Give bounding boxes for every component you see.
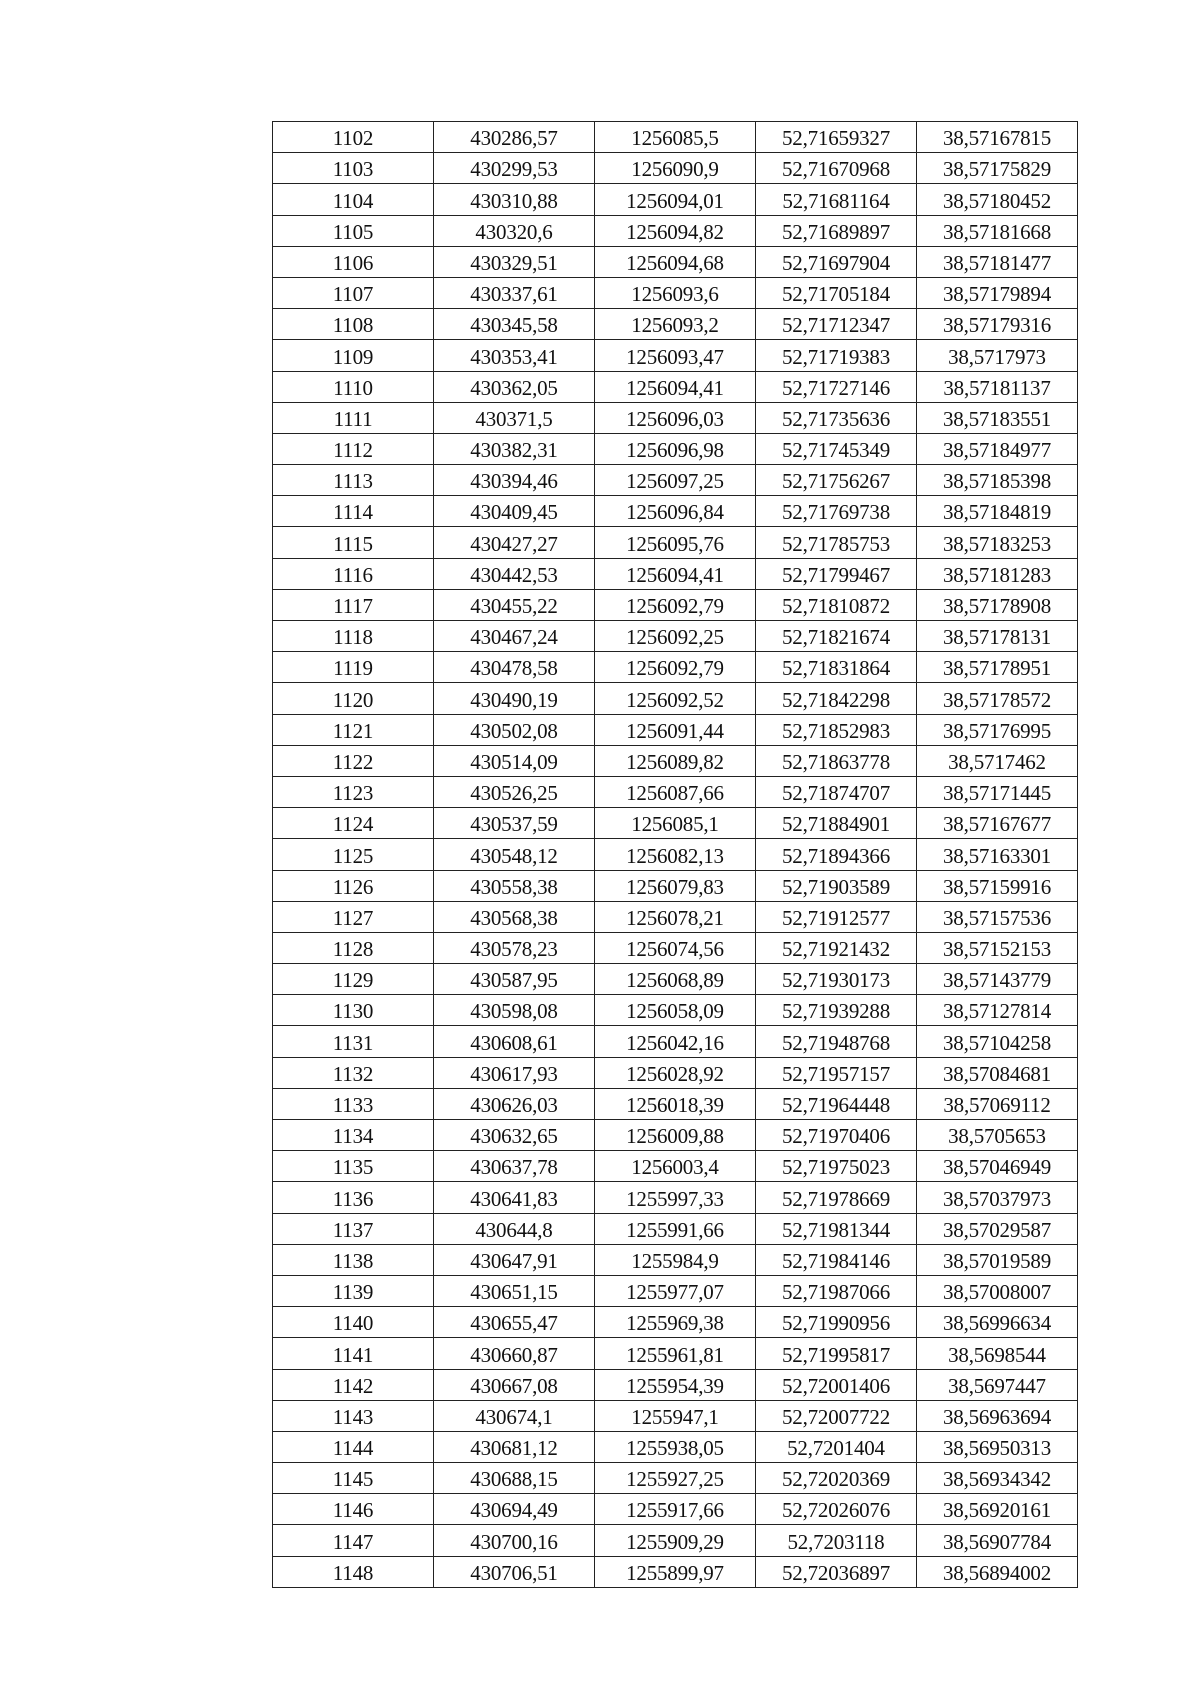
longitude-cell: 38,5717973 (917, 340, 1078, 371)
point-number-cell: 1105 (273, 215, 434, 246)
latitude-cell: 52,71912577 (756, 901, 917, 932)
point-number-cell: 1146 (273, 1494, 434, 1525)
table-row (273, 1120, 1078, 1151)
table-row (273, 433, 1078, 464)
y-coordinate-cell: 1255954,39 (595, 1369, 756, 1400)
y-coordinate-cell: 1256092,79 (595, 652, 756, 683)
x-coordinate-cell: 430651,15 (434, 1275, 595, 1306)
longitude-cell: 38,56920161 (917, 1494, 1078, 1525)
x-coordinate-cell: 430371,5 (434, 402, 595, 433)
longitude-cell: 38,57181137 (917, 371, 1078, 402)
longitude-cell: 38,5697447 (917, 1369, 1078, 1400)
table-row (273, 776, 1078, 807)
y-coordinate-cell: 1256092,52 (595, 683, 756, 714)
table-row (273, 652, 1078, 683)
point-number-cell: 1116 (273, 558, 434, 589)
point-number-cell: 1131 (273, 1026, 434, 1057)
point-number-cell: 1126 (273, 870, 434, 901)
latitude-cell: 52,71831864 (756, 652, 917, 683)
y-coordinate-cell: 1256087,66 (595, 776, 756, 807)
latitude-cell: 52,71727146 (756, 371, 917, 402)
table-row (273, 153, 1078, 184)
x-coordinate-cell: 430558,38 (434, 870, 595, 901)
x-coordinate-cell: 430598,08 (434, 995, 595, 1026)
latitude-cell: 52,71799467 (756, 558, 917, 589)
table-row (273, 371, 1078, 402)
x-coordinate-cell: 430660,87 (434, 1338, 595, 1369)
y-coordinate-cell: 1256078,21 (595, 901, 756, 932)
point-number-cell: 1148 (273, 1556, 434, 1587)
x-coordinate-cell: 430608,61 (434, 1026, 595, 1057)
latitude-cell: 52,71659327 (756, 122, 917, 153)
y-coordinate-cell: 1255899,97 (595, 1556, 756, 1587)
latitude-cell: 52,71681164 (756, 184, 917, 215)
y-coordinate-cell: 1256095,76 (595, 527, 756, 558)
latitude-cell: 52,72026076 (756, 1494, 917, 1525)
point-number-cell: 1141 (273, 1338, 434, 1369)
table-row (273, 745, 1078, 776)
table-row (273, 1494, 1078, 1525)
latitude-cell: 52,71957157 (756, 1057, 917, 1088)
y-coordinate-cell: 1256091,44 (595, 714, 756, 745)
table-row (273, 309, 1078, 340)
point-number-cell: 1134 (273, 1120, 434, 1151)
x-coordinate-cell: 430337,61 (434, 277, 595, 308)
point-number-cell: 1135 (273, 1151, 434, 1182)
longitude-cell: 38,57183551 (917, 402, 1078, 433)
point-number-cell: 1103 (273, 153, 434, 184)
point-number-cell: 1108 (273, 309, 434, 340)
table-row (273, 1057, 1078, 1088)
table-row (273, 589, 1078, 620)
table-row (273, 1026, 1078, 1057)
longitude-cell: 38,57159916 (917, 870, 1078, 901)
y-coordinate-cell: 1256092,25 (595, 621, 756, 652)
longitude-cell: 38,56894002 (917, 1556, 1078, 1587)
x-coordinate-cell: 430578,23 (434, 932, 595, 963)
longitude-cell: 38,57029587 (917, 1213, 1078, 1244)
longitude-cell: 38,57180452 (917, 184, 1078, 215)
x-coordinate-cell: 430286,57 (434, 122, 595, 153)
x-coordinate-cell: 430667,08 (434, 1369, 595, 1400)
y-coordinate-cell: 1255961,81 (595, 1338, 756, 1369)
latitude-cell: 52,71995817 (756, 1338, 917, 1369)
latitude-cell: 52,72020369 (756, 1463, 917, 1494)
y-coordinate-cell: 1256042,16 (595, 1026, 756, 1057)
y-coordinate-cell: 1256093,6 (595, 277, 756, 308)
longitude-cell: 38,57104258 (917, 1026, 1078, 1057)
x-coordinate-cell: 430568,38 (434, 901, 595, 932)
x-coordinate-cell: 430674,1 (434, 1400, 595, 1431)
y-coordinate-cell: 1256018,39 (595, 1088, 756, 1119)
y-coordinate-cell: 1256028,92 (595, 1057, 756, 1088)
latitude-cell: 52,71670968 (756, 153, 917, 184)
point-number-cell: 1118 (273, 621, 434, 652)
point-number-cell: 1112 (273, 433, 434, 464)
y-coordinate-cell: 1256094,41 (595, 558, 756, 589)
table-row (273, 122, 1078, 153)
x-coordinate-cell: 430442,53 (434, 558, 595, 589)
latitude-cell: 52,71939288 (756, 995, 917, 1026)
point-number-cell: 1140 (273, 1307, 434, 1338)
x-coordinate-cell: 430637,78 (434, 1151, 595, 1182)
latitude-cell: 52,7201404 (756, 1431, 917, 1462)
x-coordinate-cell: 430362,05 (434, 371, 595, 402)
latitude-cell: 52,71863778 (756, 745, 917, 776)
longitude-cell: 38,57183253 (917, 527, 1078, 558)
x-coordinate-cell: 430478,58 (434, 652, 595, 683)
table-row (273, 1463, 1078, 1494)
latitude-cell: 52,71810872 (756, 589, 917, 620)
longitude-cell: 38,57178131 (917, 621, 1078, 652)
x-coordinate-cell: 430320,6 (434, 215, 595, 246)
longitude-cell: 38,57178908 (917, 589, 1078, 620)
y-coordinate-cell: 1256003,4 (595, 1151, 756, 1182)
x-coordinate-cell: 430345,58 (434, 309, 595, 340)
latitude-cell: 52,71689897 (756, 215, 917, 246)
x-coordinate-cell: 430455,22 (434, 589, 595, 620)
point-number-cell: 1144 (273, 1431, 434, 1462)
x-coordinate-cell: 430353,41 (434, 340, 595, 371)
point-number-cell: 1117 (273, 589, 434, 620)
longitude-cell: 38,5705653 (917, 1120, 1078, 1151)
latitude-cell: 52,71970406 (756, 1120, 917, 1151)
y-coordinate-cell: 1256058,09 (595, 995, 756, 1026)
x-coordinate-cell: 430632,65 (434, 1120, 595, 1151)
latitude-cell: 52,71852983 (756, 714, 917, 745)
latitude-cell: 52,71930173 (756, 964, 917, 995)
point-number-cell: 1124 (273, 808, 434, 839)
table-row (273, 1151, 1078, 1182)
longitude-cell: 38,57184977 (917, 433, 1078, 464)
x-coordinate-cell: 430587,95 (434, 964, 595, 995)
y-coordinate-cell: 1256096,84 (595, 496, 756, 527)
x-coordinate-cell: 430514,09 (434, 745, 595, 776)
x-coordinate-cell: 430647,91 (434, 1244, 595, 1275)
latitude-cell: 52,71884901 (756, 808, 917, 839)
table-row (273, 932, 1078, 963)
point-number-cell: 1122 (273, 745, 434, 776)
table-row (273, 184, 1078, 215)
longitude-cell: 38,56996634 (917, 1307, 1078, 1338)
table-row (273, 527, 1078, 558)
y-coordinate-cell: 1256090,9 (595, 153, 756, 184)
x-coordinate-cell: 430655,47 (434, 1307, 595, 1338)
longitude-cell: 38,57175829 (917, 153, 1078, 184)
longitude-cell: 38,5698544 (917, 1338, 1078, 1369)
y-coordinate-cell: 1256085,5 (595, 122, 756, 153)
longitude-cell: 38,57171445 (917, 776, 1078, 807)
point-number-cell: 1130 (273, 995, 434, 1026)
coordinates-table (272, 121, 1078, 1588)
latitude-cell: 52,71705184 (756, 277, 917, 308)
table-row (273, 1431, 1078, 1462)
longitude-cell: 38,57179316 (917, 309, 1078, 340)
point-number-cell: 1102 (273, 122, 434, 153)
point-number-cell: 1142 (273, 1369, 434, 1400)
y-coordinate-cell: 1256074,56 (595, 932, 756, 963)
longitude-cell: 38,57181668 (917, 215, 1078, 246)
y-coordinate-cell: 1256009,88 (595, 1120, 756, 1151)
x-coordinate-cell: 430617,93 (434, 1057, 595, 1088)
table-row (273, 1338, 1078, 1369)
y-coordinate-cell: 1255909,29 (595, 1525, 756, 1556)
y-coordinate-cell: 1255938,05 (595, 1431, 756, 1462)
latitude-cell: 52,72036897 (756, 1556, 917, 1587)
point-number-cell: 1104 (273, 184, 434, 215)
point-number-cell: 1115 (273, 527, 434, 558)
x-coordinate-cell: 430706,51 (434, 1556, 595, 1587)
longitude-cell: 38,56934342 (917, 1463, 1078, 1494)
x-coordinate-cell: 430329,51 (434, 246, 595, 277)
y-coordinate-cell: 1256093,47 (595, 340, 756, 371)
table-row (273, 1182, 1078, 1213)
x-coordinate-cell: 430526,25 (434, 776, 595, 807)
table-row (273, 714, 1078, 745)
longitude-cell: 38,57163301 (917, 839, 1078, 870)
y-coordinate-cell: 1256094,41 (595, 371, 756, 402)
table-row (273, 215, 1078, 246)
point-number-cell: 1109 (273, 340, 434, 371)
table-row (273, 1307, 1078, 1338)
longitude-cell: 38,57019589 (917, 1244, 1078, 1275)
x-coordinate-cell: 430681,12 (434, 1431, 595, 1462)
point-number-cell: 1143 (273, 1400, 434, 1431)
latitude-cell: 52,71712347 (756, 309, 917, 340)
y-coordinate-cell: 1256089,82 (595, 745, 756, 776)
table-row (273, 496, 1078, 527)
longitude-cell: 38,57167677 (917, 808, 1078, 839)
latitude-cell: 52,71785753 (756, 527, 917, 558)
longitude-cell: 38,57127814 (917, 995, 1078, 1026)
latitude-cell: 52,71975023 (756, 1151, 917, 1182)
latitude-cell: 52,71984146 (756, 1244, 917, 1275)
point-number-cell: 1113 (273, 465, 434, 496)
point-number-cell: 1110 (273, 371, 434, 402)
table-row (273, 246, 1078, 277)
longitude-cell: 38,57178951 (917, 652, 1078, 683)
y-coordinate-cell: 1255969,38 (595, 1307, 756, 1338)
longitude-cell: 38,56950313 (917, 1431, 1078, 1462)
x-coordinate-cell: 430409,45 (434, 496, 595, 527)
latitude-cell: 52,71921432 (756, 932, 917, 963)
latitude-cell: 52,71745349 (756, 433, 917, 464)
latitude-cell: 52,72001406 (756, 1369, 917, 1400)
y-coordinate-cell: 1256092,79 (595, 589, 756, 620)
x-coordinate-cell: 430382,31 (434, 433, 595, 464)
y-coordinate-cell: 1256068,89 (595, 964, 756, 995)
table-row (273, 964, 1078, 995)
latitude-cell: 52,71874707 (756, 776, 917, 807)
y-coordinate-cell: 1256093,2 (595, 309, 756, 340)
point-number-cell: 1139 (273, 1275, 434, 1306)
y-coordinate-cell: 1256096,03 (595, 402, 756, 433)
point-number-cell: 1121 (273, 714, 434, 745)
y-coordinate-cell: 1255927,25 (595, 1463, 756, 1494)
point-number-cell: 1145 (273, 1463, 434, 1494)
x-coordinate-cell: 430427,27 (434, 527, 595, 558)
longitude-cell: 38,57008007 (917, 1275, 1078, 1306)
longitude-cell: 38,57179894 (917, 277, 1078, 308)
table-row (273, 558, 1078, 589)
longitude-cell: 38,57157536 (917, 901, 1078, 932)
latitude-cell: 52,71903589 (756, 870, 917, 901)
point-number-cell: 1106 (273, 246, 434, 277)
latitude-cell: 52,71987066 (756, 1275, 917, 1306)
table-row (273, 465, 1078, 496)
longitude-cell: 38,57181283 (917, 558, 1078, 589)
longitude-cell: 38,57143779 (917, 964, 1078, 995)
longitude-cell: 38,57046949 (917, 1151, 1078, 1182)
latitude-cell: 52,71894366 (756, 839, 917, 870)
table-row (273, 1369, 1078, 1400)
latitude-cell: 52,71756267 (756, 465, 917, 496)
point-number-cell: 1123 (273, 776, 434, 807)
longitude-cell: 38,56907784 (917, 1525, 1078, 1556)
latitude-cell: 52,71981344 (756, 1213, 917, 1244)
latitude-cell: 52,72007722 (756, 1400, 917, 1431)
latitude-cell: 52,71719383 (756, 340, 917, 371)
latitude-cell: 52,71735636 (756, 402, 917, 433)
y-coordinate-cell: 1256096,98 (595, 433, 756, 464)
longitude-cell: 38,5717462 (917, 745, 1078, 776)
y-coordinate-cell: 1256094,68 (595, 246, 756, 277)
x-coordinate-cell: 430310,88 (434, 184, 595, 215)
y-coordinate-cell: 1256094,82 (595, 215, 756, 246)
x-coordinate-cell: 430626,03 (434, 1088, 595, 1119)
latitude-cell: 52,71821674 (756, 621, 917, 652)
x-coordinate-cell: 430467,24 (434, 621, 595, 652)
x-coordinate-cell: 430394,46 (434, 465, 595, 496)
table-row (273, 839, 1078, 870)
y-coordinate-cell: 1256097,25 (595, 465, 756, 496)
point-number-cell: 1111 (273, 402, 434, 433)
latitude-cell: 52,71964448 (756, 1088, 917, 1119)
longitude-cell: 38,57185398 (917, 465, 1078, 496)
latitude-cell: 52,71769738 (756, 496, 917, 527)
point-number-cell: 1136 (273, 1182, 434, 1213)
longitude-cell: 38,57037973 (917, 1182, 1078, 1213)
longitude-cell: 38,57167815 (917, 122, 1078, 153)
table-row (273, 277, 1078, 308)
point-number-cell: 1133 (273, 1088, 434, 1119)
point-number-cell: 1147 (273, 1525, 434, 1556)
latitude-cell: 52,71990956 (756, 1307, 917, 1338)
table-row (273, 340, 1078, 371)
table-row (273, 870, 1078, 901)
table-row (273, 1525, 1078, 1556)
latitude-cell: 52,71978669 (756, 1182, 917, 1213)
x-coordinate-cell: 430537,59 (434, 808, 595, 839)
x-coordinate-cell: 430548,12 (434, 839, 595, 870)
point-number-cell: 1125 (273, 839, 434, 870)
table-row (273, 1400, 1078, 1431)
point-number-cell: 1120 (273, 683, 434, 714)
y-coordinate-cell: 1255984,9 (595, 1244, 756, 1275)
x-coordinate-cell: 430700,16 (434, 1525, 595, 1556)
table-row (273, 1556, 1078, 1587)
x-coordinate-cell: 430644,8 (434, 1213, 595, 1244)
longitude-cell: 38,57184819 (917, 496, 1078, 527)
table-row (273, 1244, 1078, 1275)
longitude-cell: 38,57178572 (917, 683, 1078, 714)
point-number-cell: 1127 (273, 901, 434, 932)
y-coordinate-cell: 1255977,07 (595, 1275, 756, 1306)
longitude-cell: 38,57084681 (917, 1057, 1078, 1088)
longitude-cell: 38,57176995 (917, 714, 1078, 745)
latitude-cell: 52,71842298 (756, 683, 917, 714)
point-number-cell: 1119 (273, 652, 434, 683)
longitude-cell: 38,57152153 (917, 932, 1078, 963)
table-row (273, 1275, 1078, 1306)
table-row (273, 1213, 1078, 1244)
x-coordinate-cell: 430502,08 (434, 714, 595, 745)
y-coordinate-cell: 1256094,01 (595, 184, 756, 215)
table-row (273, 1088, 1078, 1119)
latitude-cell: 52,7203118 (756, 1525, 917, 1556)
point-number-cell: 1128 (273, 932, 434, 963)
y-coordinate-cell: 1255947,1 (595, 1400, 756, 1431)
latitude-cell: 52,71697904 (756, 246, 917, 277)
point-number-cell: 1138 (273, 1244, 434, 1275)
point-number-cell: 1137 (273, 1213, 434, 1244)
point-number-cell: 1114 (273, 496, 434, 527)
y-coordinate-cell: 1256079,83 (595, 870, 756, 901)
table-row (273, 402, 1078, 433)
y-coordinate-cell: 1255991,66 (595, 1213, 756, 1244)
table-row (273, 901, 1078, 932)
x-coordinate-cell: 430694,49 (434, 1494, 595, 1525)
y-coordinate-cell: 1256085,1 (595, 808, 756, 839)
longitude-cell: 38,57069112 (917, 1088, 1078, 1119)
longitude-cell: 38,57181477 (917, 246, 1078, 277)
table-row (273, 995, 1078, 1026)
x-coordinate-cell: 430688,15 (434, 1463, 595, 1494)
table-row (273, 621, 1078, 652)
point-number-cell: 1132 (273, 1057, 434, 1088)
y-coordinate-cell: 1256082,13 (595, 839, 756, 870)
longitude-cell: 38,56963694 (917, 1400, 1078, 1431)
x-coordinate-cell: 430490,19 (434, 683, 595, 714)
point-number-cell: 1129 (273, 964, 434, 995)
x-coordinate-cell: 430299,53 (434, 153, 595, 184)
x-coordinate-cell: 430641,83 (434, 1182, 595, 1213)
table-row (273, 683, 1078, 714)
coordinates-table-body (273, 122, 1078, 1588)
y-coordinate-cell: 1255997,33 (595, 1182, 756, 1213)
latitude-cell: 52,71948768 (756, 1026, 917, 1057)
point-number-cell: 1107 (273, 277, 434, 308)
y-coordinate-cell: 1255917,66 (595, 1494, 756, 1525)
table-row (273, 808, 1078, 839)
